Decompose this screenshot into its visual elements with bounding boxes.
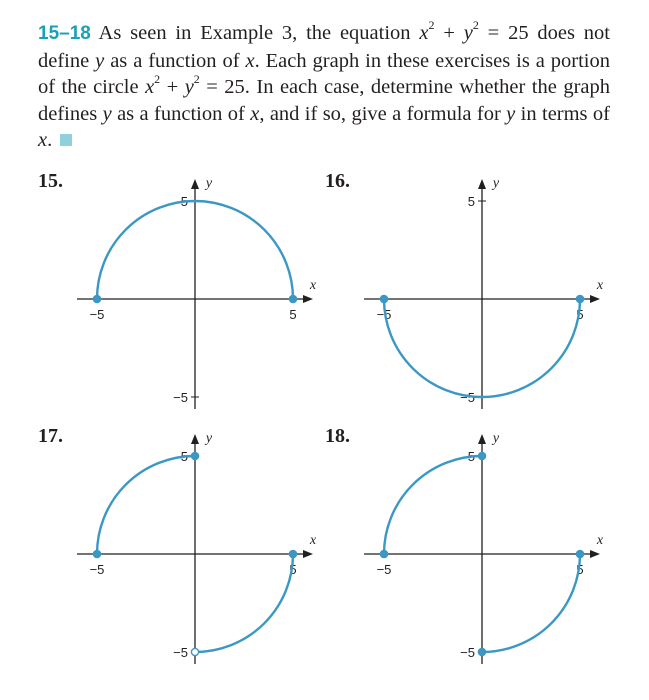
exp: 2 bbox=[154, 72, 161, 87]
x-tick-label: −5 bbox=[376, 307, 392, 322]
closed-endpoint bbox=[478, 648, 485, 655]
problem-range: 15–18 bbox=[38, 23, 91, 44]
text-seg: as a function of bbox=[111, 102, 251, 125]
text-seg: + bbox=[434, 22, 464, 44]
x-tick-label: 5 bbox=[289, 307, 297, 322]
x-axis-arrow-icon bbox=[590, 550, 600, 558]
exp: 2 bbox=[193, 72, 200, 87]
y-axis-name: y bbox=[205, 176, 213, 191]
y-tick-label: −5 bbox=[173, 390, 188, 405]
var: x bbox=[250, 102, 260, 125]
x-tick-label: −5 bbox=[89, 562, 105, 577]
text-seg: As seen in Example 3, the equation bbox=[98, 22, 420, 44]
closed-endpoint bbox=[576, 550, 583, 557]
y-tick-label: 5 bbox=[467, 194, 475, 209]
text-seg: , and if so, give a formula for bbox=[259, 102, 507, 125]
text-seg: = 25. In each case, determine whether the graph defines bbox=[38, 76, 610, 125]
exercise-label-16: 16. bbox=[325, 170, 350, 192]
y-tick-label: −5 bbox=[173, 645, 188, 660]
exercise-label-18: 18. bbox=[325, 425, 350, 447]
y-tick-label: −5 bbox=[460, 645, 475, 660]
x-tick-label: 5 bbox=[576, 307, 584, 322]
text-seg: = 25 does not define bbox=[38, 22, 610, 72]
x-tick-label: −5 bbox=[89, 307, 105, 322]
circle-arc bbox=[384, 456, 482, 554]
y-tick-label: −5 bbox=[460, 390, 475, 405]
y-axis-name: y bbox=[205, 431, 213, 446]
var: y bbox=[95, 49, 105, 72]
var: y bbox=[102, 102, 112, 125]
var: x bbox=[145, 76, 155, 99]
var: x bbox=[38, 129, 48, 152]
closed-endpoint bbox=[380, 550, 387, 557]
var: y bbox=[463, 22, 473, 44]
exp: 2 bbox=[428, 18, 435, 33]
x-axis-name: x bbox=[309, 533, 317, 548]
y-axis-name: y bbox=[492, 176, 500, 191]
text-seg: in terms of bbox=[515, 102, 610, 125]
exercise-label-17: 17. bbox=[38, 425, 63, 447]
text-seg: . bbox=[47, 129, 53, 152]
y-tick-label: 5 bbox=[180, 449, 188, 464]
closed-endpoint bbox=[478, 452, 485, 459]
x-axis-name: x bbox=[309, 278, 317, 293]
y-tick-label: 5 bbox=[467, 449, 475, 464]
var: y bbox=[506, 102, 516, 125]
x-tick-label: −5 bbox=[376, 562, 392, 577]
y-axis-name: y bbox=[492, 431, 500, 446]
var: x bbox=[245, 49, 255, 72]
exercise-label-15: 15. bbox=[38, 170, 63, 192]
x-axis-name: x bbox=[596, 278, 604, 293]
exp: 2 bbox=[472, 18, 479, 33]
circle-arc bbox=[482, 554, 580, 652]
y-tick-label: 5 bbox=[180, 194, 188, 209]
x-tick-label: 5 bbox=[289, 562, 297, 577]
var: x bbox=[419, 22, 429, 44]
x-axis-name: x bbox=[596, 533, 604, 548]
x-tick-label: 5 bbox=[576, 562, 584, 577]
var: y bbox=[184, 76, 194, 99]
text-seg: + bbox=[160, 76, 185, 99]
text-seg: as a function of bbox=[104, 49, 246, 72]
y-axis-arrow-icon bbox=[478, 434, 486, 444]
text-seg: . Each graph in these exercises is a portion of the circle bbox=[38, 49, 610, 99]
